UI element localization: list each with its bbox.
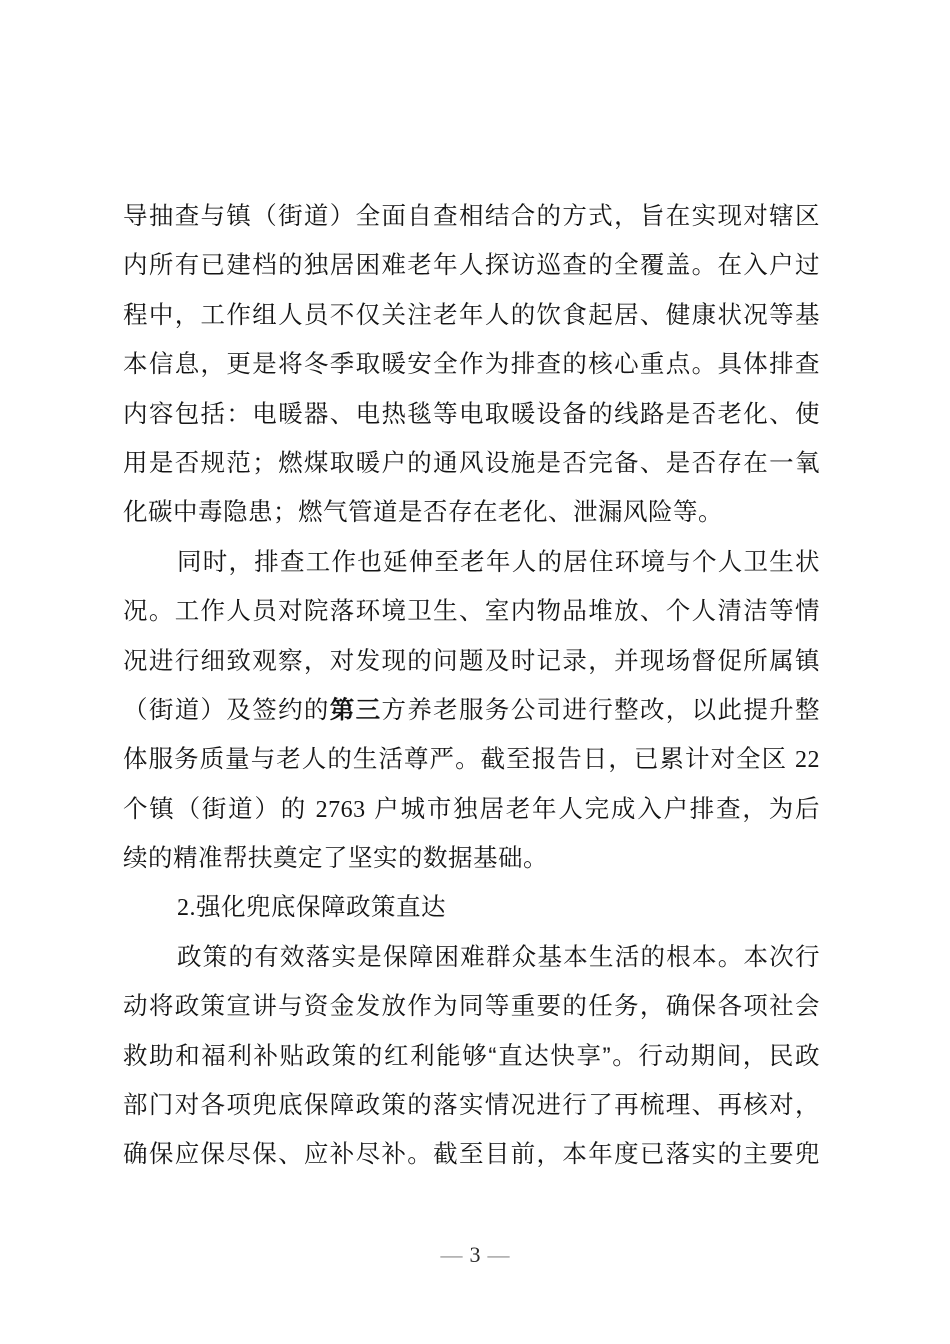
text-line xyxy=(123,538,820,587)
text-run: 方养老服务公司进行整改，以此提升整 xyxy=(381,696,820,724)
page-footer xyxy=(0,1241,950,1269)
text-run: 强化兜底保障政策直达 xyxy=(196,894,446,922)
text-run: 本信息，更是将冬季取暖安全作为排查的核心重点。具体排查 xyxy=(123,351,820,379)
text-run: 导抽查与镇（街道）全面自查相结合的方式，旨在实现对辖区 xyxy=(123,203,820,230)
text-line xyxy=(123,340,820,389)
text-run: 部门对各项兜底保障政策的落实情况进行了再梳理、再核对， xyxy=(123,1092,820,1120)
text-line xyxy=(123,933,820,982)
text-line xyxy=(123,488,820,537)
text-line xyxy=(123,735,820,784)
text-line xyxy=(123,241,820,290)
text-line xyxy=(123,637,820,686)
document-body xyxy=(123,192,820,1180)
text-run: 况。工作人员对院落环境卫生、室内物品堆放、个人清洁等情 xyxy=(123,598,820,626)
text-line xyxy=(123,883,820,932)
text-run: 体服务质量与老人的生活尊严。截至报告日，已累计对全区 xyxy=(123,746,795,774)
text-run: 政策的有效落实是保障困难群众基本生活的根本。本次行 xyxy=(177,943,820,971)
text-line xyxy=(123,439,820,488)
text-run: 2763 xyxy=(315,796,366,823)
text-run: 22 xyxy=(795,747,820,774)
text-run: 续的精准帮扶奠定了坚实的数据基础。 xyxy=(123,845,548,873)
text-run: 况进行细致观察，对发现的问题及时记录，并现场督促所属镇 xyxy=(123,647,820,675)
text-line xyxy=(123,390,820,439)
text-run: 2. xyxy=(177,895,196,922)
text-run: 内容包括：电暖器、电热毯等电取暖设备的线路是否老化、使 xyxy=(123,400,820,428)
text-line xyxy=(123,834,820,883)
text-line xyxy=(123,1081,820,1130)
text-run: 户城市独居老年人完成入户排查，为后 xyxy=(365,795,820,823)
text-run: 同时，排查工作也延伸至老年人的居住环境与个人卫生状 xyxy=(177,548,820,576)
text-run: （街道）及签约的 xyxy=(123,696,330,724)
text-line xyxy=(123,291,820,340)
text-run: 内所有已建档的独居困难老年人探访巡查的全覆盖。在入户过 xyxy=(123,252,820,280)
text-line xyxy=(123,587,820,636)
text-run: 化碳中毒隐患；燃气管道是否存在老化、泄漏风险等。 xyxy=(123,499,723,527)
text-line xyxy=(123,686,820,735)
footer-dash-left: — xyxy=(440,1242,463,1267)
text-line xyxy=(123,1032,820,1081)
text-line xyxy=(123,982,820,1031)
text-run: 动将政策宣讲与资金发放作为同等重要的任务，确保各项社会 xyxy=(123,993,820,1021)
text-run: 程中，工作组人员不仅关注老年人的饮食起居、健康状况等基 xyxy=(123,301,820,329)
text-run: 第三 xyxy=(329,696,382,724)
text-run: 确保应保尽保、应补尽补。截至目前，本年度已落实的主要兜 xyxy=(123,1141,820,1169)
text-line xyxy=(123,1130,820,1179)
footer-page-number: 3 xyxy=(469,1242,481,1267)
text-run: 个镇（街道）的 xyxy=(123,795,316,823)
footer-dash-right: — xyxy=(487,1242,510,1267)
text-line xyxy=(123,192,820,241)
text-line xyxy=(123,785,820,834)
text-run: 用是否规范；燃煤取暖户的通风设施是否完备、是否存在一氧 xyxy=(123,449,820,477)
text-run: 救助和福利补贴政策的红利能够“直达快享”。行动期间，民政 xyxy=(123,1042,820,1070)
